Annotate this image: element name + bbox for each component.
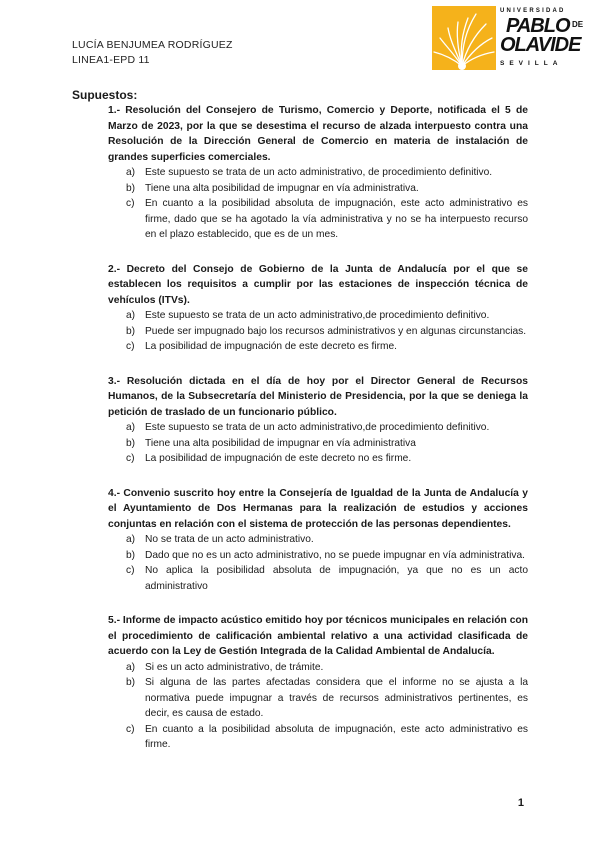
option-letter: c) bbox=[126, 198, 135, 209]
logo-line2: OLAVIDE bbox=[500, 34, 581, 56]
option-item bbox=[108, 548, 528, 564]
option-item bbox=[108, 675, 528, 722]
option-letter: c) bbox=[126, 341, 135, 352]
option-text: Tiene una alta posibilidad de impugnar en vía administrativa bbox=[145, 437, 416, 449]
logo-wordmark bbox=[500, 6, 590, 72]
option-letter: b) bbox=[126, 325, 136, 337]
option-item bbox=[108, 339, 528, 355]
option-item bbox=[108, 420, 528, 436]
option-item bbox=[108, 451, 528, 467]
option-text: Este supuesto se trata de un acto administrativo, de procedimiento definitivo. bbox=[145, 167, 493, 178]
case-item bbox=[108, 486, 528, 595]
option-text: Dado que no es un acto administrativo, no se puede impugnar en vía administrativa. bbox=[145, 549, 525, 561]
option-letter: b) bbox=[126, 677, 136, 688]
case-item bbox=[108, 374, 528, 467]
option-letter: c) bbox=[126, 565, 135, 576]
sunburst-emblem-icon bbox=[432, 6, 496, 70]
logo-de: DE bbox=[572, 20, 584, 29]
option-text: La posibilidad de impugnación de este decreto es firme. bbox=[145, 341, 398, 352]
option-item bbox=[108, 436, 528, 452]
section-title: Supuestos: bbox=[72, 88, 138, 102]
case-item bbox=[108, 103, 528, 243]
option-letter: a) bbox=[126, 661, 136, 673]
option-text: Este supuesto se trata de un acto administrativo,de procedimiento definitivo. bbox=[145, 422, 490, 433]
case-heading: 3.- Resolución dictada en el día de hoy por el Director General de Recursos Humanos, de la Subsecretaría del Ministerio de Presidencia, por la que se deniega la petición de traslado de un funcionario público. bbox=[108, 375, 528, 418]
option-item bbox=[108, 165, 528, 181]
logo-top-text: UNIVERSIDAD bbox=[500, 8, 566, 14]
option-letter: a) bbox=[126, 310, 136, 321]
option-item bbox=[108, 722, 528, 753]
cases-list bbox=[108, 103, 528, 772]
option-text: No aplica la posibilidad absoluta de impugnación, ya que no es un acto administrativo bbox=[145, 565, 528, 592]
case-options bbox=[108, 660, 528, 753]
option-letter: b) bbox=[126, 182, 136, 194]
option-text: Puede ser impugnado bajo los recursos administrativos y en algunas circunstancias. bbox=[145, 325, 527, 337]
option-letter: b) bbox=[126, 437, 136, 449]
option-text: En cuanto a la posibilidad absoluta de impugnación, este acto administrativo es firme, dado que se ha agotado la vía administrativa y no se ha interpuesto recurso en el plazo establecido, que es de un mes. bbox=[145, 198, 528, 240]
logo-bottom-text: SEVILLA bbox=[500, 60, 563, 67]
case-item bbox=[108, 262, 528, 355]
author-name: LUCÍA BENJUMEA RODRÍGUEZ bbox=[72, 39, 233, 51]
page-header bbox=[72, 38, 233, 68]
option-letter: c) bbox=[126, 453, 135, 464]
option-letter: a) bbox=[126, 167, 136, 178]
case-heading: 5.- Informe de impacto acústico emitido hoy por técnicos municipales en relación con el procedimiento de calificación ambiental relativo a una actividad clasificada de acuerdo con la Ley de Gestión Integrada de la Calidad Ambiental de Andalucía. bbox=[108, 615, 528, 657]
option-letter: b) bbox=[126, 549, 136, 561]
option-text: En cuanto a la posibilidad absoluta de impugnación, este acto administrativo es firme. bbox=[145, 723, 528, 750]
case-options bbox=[108, 420, 528, 467]
case-item bbox=[108, 613, 528, 753]
group-code: LINEA1-EPD 11 bbox=[72, 54, 150, 66]
option-letter: a) bbox=[126, 534, 136, 545]
page-number: 1 bbox=[517, 797, 524, 809]
option-text: La posibilidad de impugnación de este decreto no es firme. bbox=[145, 453, 412, 464]
option-text: Tiene una alta posibilidad de impugnar en vía administrativa. bbox=[145, 182, 419, 194]
university-logo bbox=[432, 6, 590, 72]
option-letter: c) bbox=[126, 723, 135, 735]
case-options bbox=[108, 532, 528, 594]
option-text: No se trata de un acto administrativo. bbox=[145, 534, 314, 545]
option-item bbox=[108, 324, 528, 340]
option-item bbox=[108, 181, 528, 197]
case-options bbox=[108, 165, 528, 243]
case-heading: 2.- Decreto del Consejo de Gobierno de la Junta de Andalucía por el que se establecen los requisitos a cumplir por las estaciones de inspección técnica de vehículos (ITVs). bbox=[108, 263, 528, 306]
option-text: Si alguna de las partes afectadas considera que el informe no se ajusta a la normativa puede impugnar a través de recursos administrativos pertinentes, es decir, es causa de estado. bbox=[145, 677, 528, 719]
option-item bbox=[108, 563, 528, 594]
option-letter: a) bbox=[126, 422, 136, 433]
option-text: Si es un acto administrativo, de trámite. bbox=[145, 661, 324, 673]
option-item bbox=[108, 532, 528, 548]
option-item bbox=[108, 660, 528, 676]
option-item bbox=[108, 196, 528, 243]
case-heading: 1.- Resolución del Consejero de Turismo, Comercio y Deporte, notificada el 5 de Marzo de 2023, por la que se desestima el recurso de alzada interpuesto contra una Resolución de la Dirección General de Comercio en materia de instalación de grandes superficies comerciales. bbox=[108, 105, 528, 163]
logo-line1: PABLO bbox=[506, 15, 570, 37]
case-options bbox=[108, 308, 528, 355]
case-heading: 4.- Convenio suscrito hoy entre la Consejería de Igualdad de la Junta de Andalucía y el Ayuntamiento de Dos Hermanas para la realización de estudios y acciones conjuntas en relación con el sistema de protección de las personas dependientes. bbox=[108, 487, 528, 530]
option-text: Este supuesto se trata de un acto administrativo,de procedimiento definitivo. bbox=[145, 310, 490, 321]
option-item bbox=[108, 308, 528, 324]
